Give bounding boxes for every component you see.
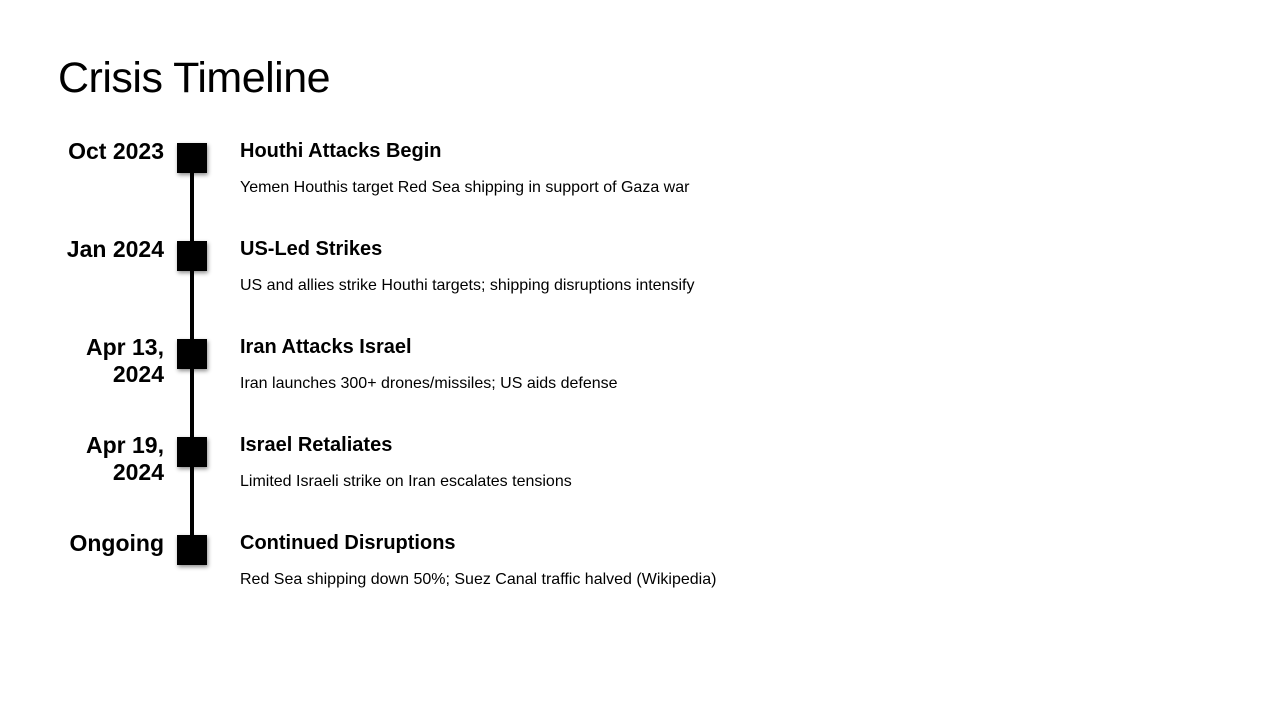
timeline-marker (177, 241, 207, 271)
event-description: Limited Israeli strike on Iran escalates tensions (240, 473, 572, 490)
timeline-entry (0, 432, 1280, 530)
event-description: Yemen Houthis target Red Sea shipping in support of Gaza war (240, 179, 690, 196)
event-title: Iran Attacks Israel (240, 336, 412, 358)
event-title: Continued Disruptions (240, 532, 456, 554)
event-date: Oct 2023 (68, 138, 164, 164)
timeline-marker (177, 339, 207, 369)
page-title: Crisis Timeline (58, 54, 331, 102)
timeline-entry (0, 530, 1280, 628)
event-description: Iran launches 300+ drones/missiles; US aids defense (240, 375, 618, 392)
timeline-entry (0, 334, 1280, 432)
timeline-entry (0, 236, 1280, 334)
event-title: Israel Retaliates (240, 434, 393, 456)
timeline-marker (177, 437, 207, 467)
timeline-marker (177, 535, 207, 565)
event-title: US-Led Strikes (240, 238, 383, 260)
event-title: Houthi Attacks Begin (240, 140, 442, 162)
event-description: Red Sea shipping down 50%; Suez Canal traffic halved (Wikipedia) (240, 571, 717, 588)
timeline-entry (0, 138, 1280, 236)
event-date: Ongoing (69, 530, 164, 556)
timeline-marker (177, 143, 207, 173)
event-description: US and allies strike Houthi targets; shipping disruptions intensify (240, 277, 695, 294)
event-date: Apr 19, 2024 (86, 432, 164, 485)
event-date: Apr 13, 2024 (86, 334, 164, 387)
event-date: Jan 2024 (66, 236, 164, 262)
